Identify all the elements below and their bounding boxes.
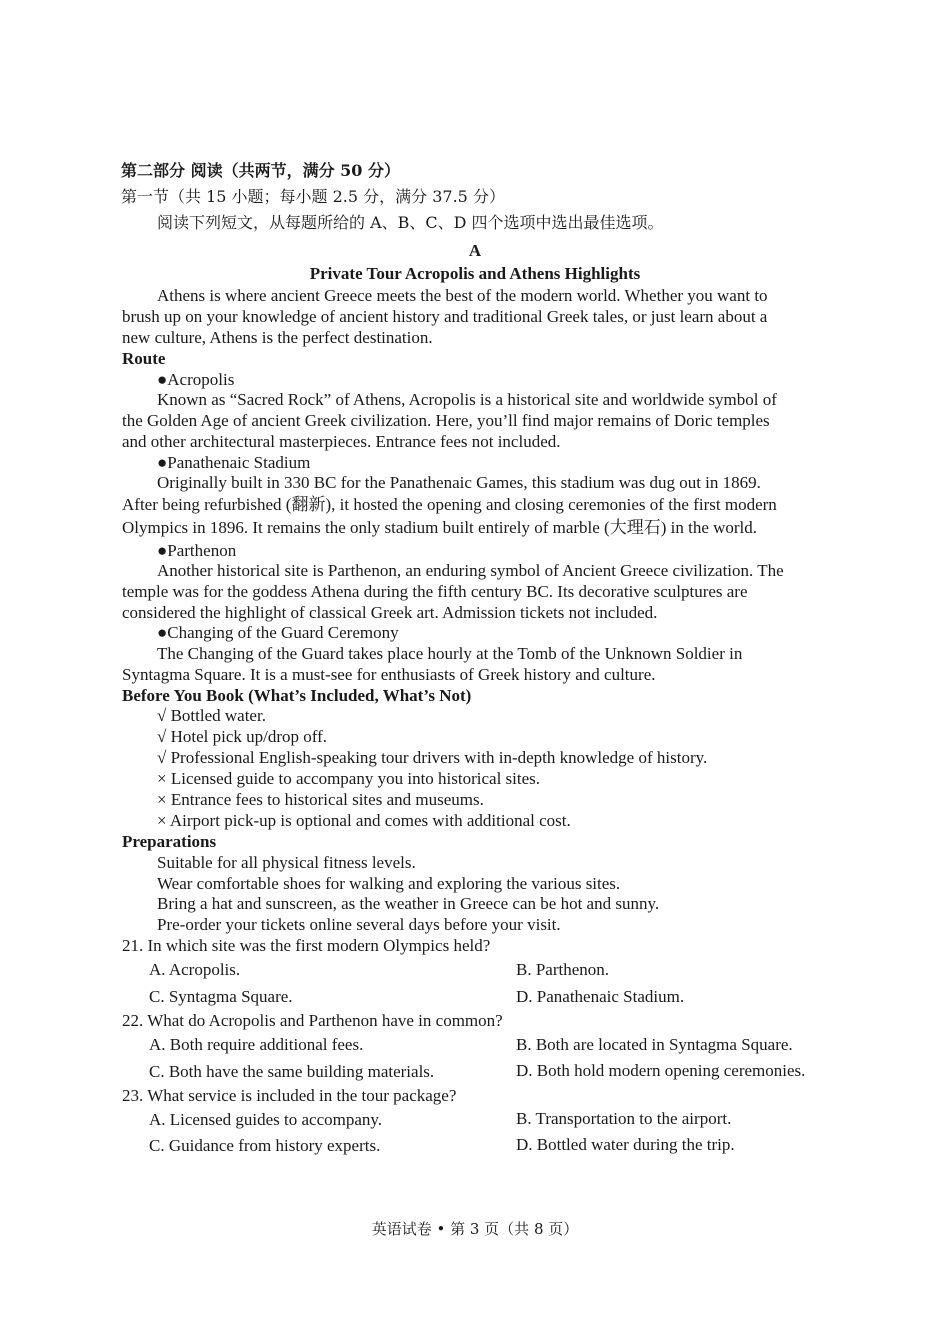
site-text: temple was for the goddess Athena during the fifth century BC. Its decorative sculptures are [122,582,748,601]
question-option: B. Both are located in Syntagma Square. [516,1035,793,1054]
prep-item: Pre-order your tickets online several days before your visit. [157,915,561,934]
question-option: D. Both hold modern opening ceremonies. [516,1061,806,1080]
question-option: C. Both have the same building materials. [149,1062,435,1081]
prep-heading: Preparations [122,832,217,851]
site-text: Known as “Sacred Rock” of Athens, Acropolis is a historical site and worldwide symbol of [157,390,777,409]
intro-line: Athens is where ancient Greece meets the best of the modern world. Whether you want to [157,286,768,305]
site-name: ●Parthenon [157,541,237,560]
passage-title: Private Tour Acropolis and Athens Highlights [309,264,641,283]
passage-letter: A [468,241,482,260]
question-option: A. Licensed guides to accompany. [149,1110,383,1129]
subsection-title: 第一节（共 15 小题；每小题 2.5 分，满分 37.5 分） [121,187,505,206]
question-option: B. Transportation to the airport. [516,1109,732,1128]
site-text: and other architectural masterpieces. Entrance fees not included. [122,432,561,451]
booking-heading: Before You Book (What’s Included, What’s Not) [122,686,472,705]
site-text: The Changing of the Guard takes place hourly at the Tomb of the Unknown Soldier in [157,644,743,663]
site-text: Olympics in 1896. It remains the only stadium built entirely of marble (大理石) in the world. [122,518,758,537]
route-heading: Route [122,349,166,368]
part-title: 第二部分 阅读（共两节，满分 50 分） [121,161,400,180]
site-text: the Golden Age of ancient Greek civilization. Here, you’ll find major remains of Doric temples [122,411,770,430]
question-stem: 21. In which site was the first modern Olympics held? [122,936,491,955]
booking-item: √ Hotel pick up/drop off. [157,727,328,746]
site-text: considered the highlight of classical Greek art. Admission tickets not included. [122,603,658,622]
question-option: D. Panathenaic Stadium. [516,987,685,1006]
site-text: Syntagma Square. It is a must-see for enthusiasts of Greek history and culture. [122,665,656,684]
booking-item: × Entrance fees to historical sites and museums. [157,790,484,809]
intro-line: brush up on your knowledge of ancient history and traditional Greek tales, or just learn about a [122,307,768,326]
site-name: ●Acropolis [157,370,235,389]
question-stem: 23. What service is included in the tour package? [122,1086,457,1105]
question-option: D. Bottled water during the trip. [516,1135,735,1154]
prep-item: Wear comfortable shoes for walking and exploring the various sites. [157,874,621,893]
prep-item: Suitable for all physical fitness levels. [157,853,416,872]
booking-item: × Airport pick-up is optional and comes with additional cost. [157,811,571,830]
question-option: C. Syntagma Square. [149,987,293,1006]
question-option: A. Acropolis. [149,960,241,979]
prep-item: Bring a hat and sunscreen, as the weather in Greece can be hot and sunny. [157,894,660,913]
question-option: B. Parthenon. [516,960,610,979]
instruction: 阅读下列短文，从每题所给的 A、B、C、D 四个选项中选出最佳选项。 [157,213,664,232]
question-option: C. Guidance from history experts. [149,1136,381,1155]
booking-item: √ Bottled water. [157,706,266,725]
page-footer: 英语试卷 • 第 3 页（共 8 页） [371,1220,579,1238]
question-option: A. Both require additional fees. [149,1035,364,1054]
site-text: After being refurbished (翻新), it hosted the opening and closing ceremonies of the first modern [122,495,777,514]
site-name: ●Changing of the Guard Ceremony [157,623,399,642]
booking-item: √ Professional English-speaking tour drivers with in-depth knowledge of history. [157,748,708,767]
booking-item: × Licensed guide to accompany you into historical sites. [157,769,541,788]
site-text: Another historical site is Parthenon, an enduring symbol of Ancient Greece civilization. The [157,561,784,580]
intro-line: new culture, Athens is the perfect destination. [122,328,433,347]
site-name: ●Panathenaic Stadium [157,453,311,472]
site-text: Originally built in 330 BC for the Panathenaic Games, this stadium was dug out in 1869. [157,473,761,492]
question-stem: 22. What do Acropolis and Parthenon have in common? [122,1011,503,1030]
